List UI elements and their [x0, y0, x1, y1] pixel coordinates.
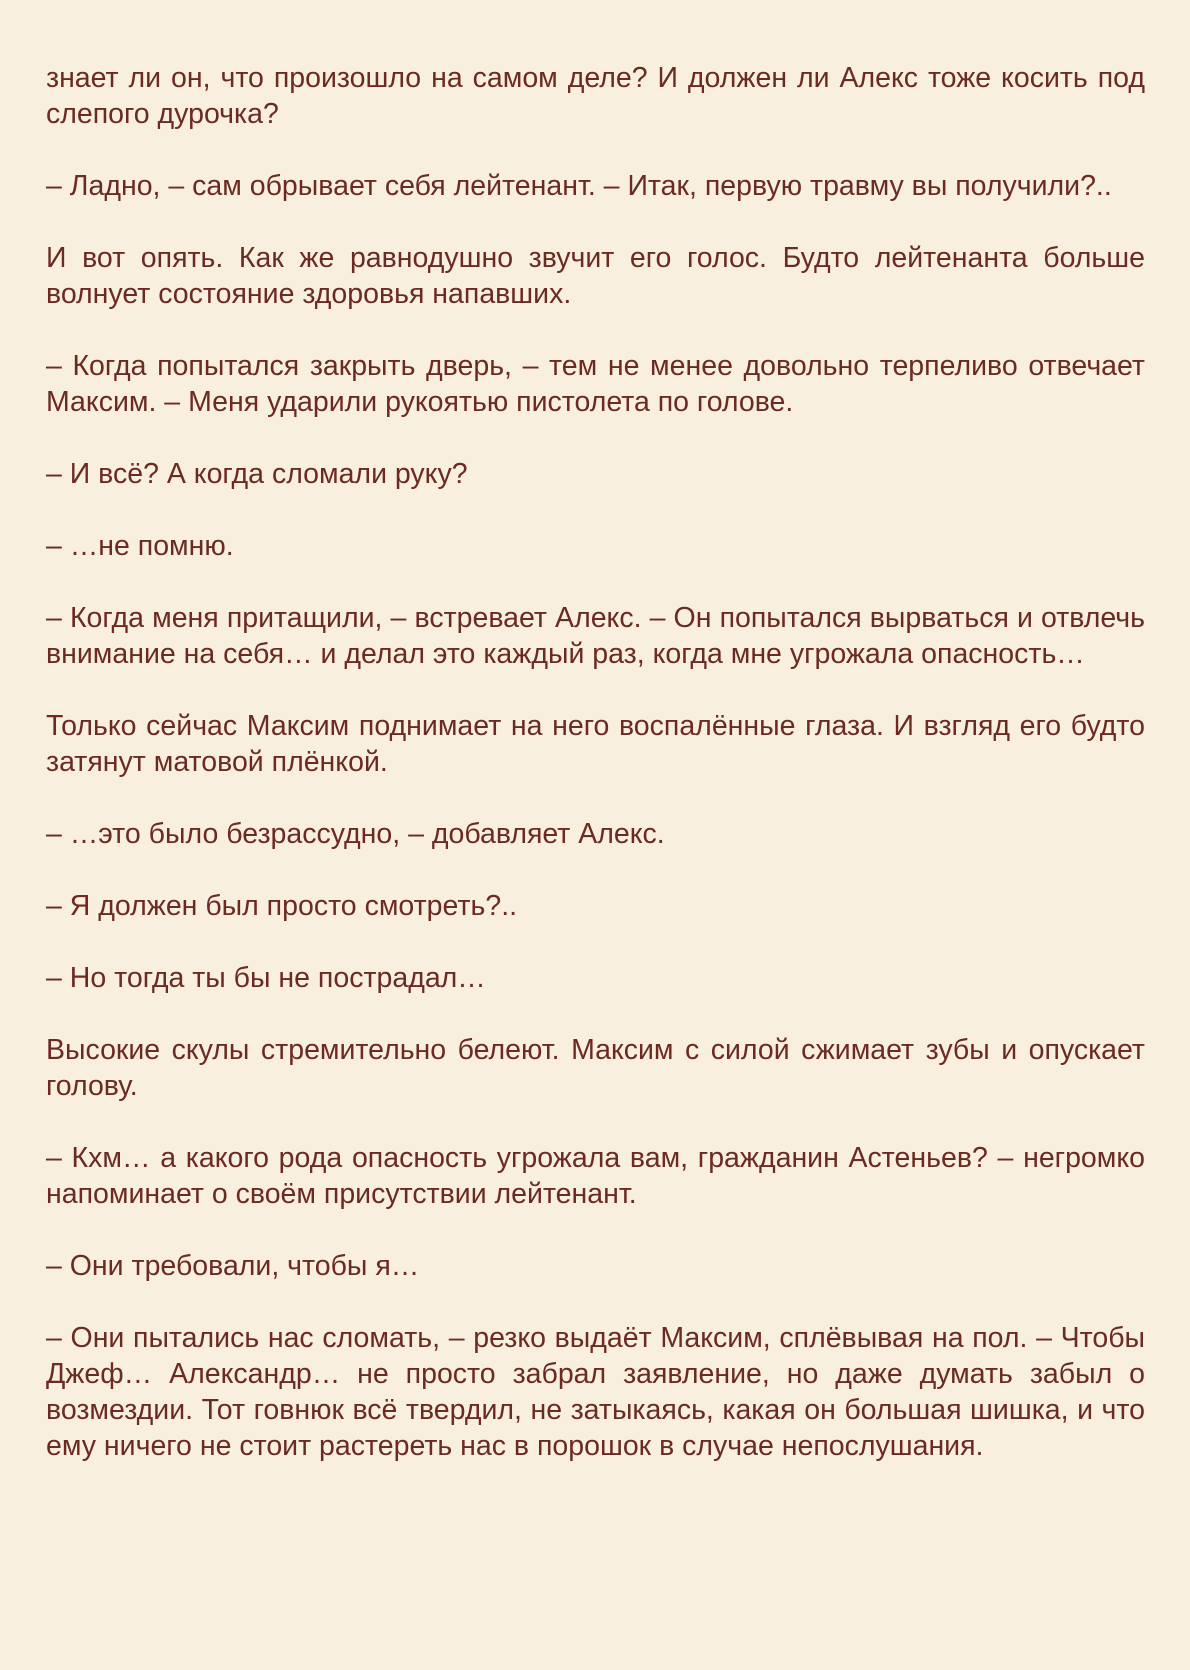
paragraph-4: – Когда попытался закрыть дверь, – тем не менее довольно терпеливо отвечает Максим. – Меня ударили рукоятью пистолета по голове. — [46, 350, 1145, 418]
paragraph-15: – Они пытались нас сломать, – резко выдаёт Максим, сплёвывая на пол. – Чтобы Джеф… Александр… не просто забрал заявление, но даже думать забыл о возмездии. Тот говнюк всё твердил, не затыкаясь, какая он большая шишка, и что ему ничего не стоит растереть нас в порошок в случае непослушания. — [46, 1322, 1145, 1462]
paragraph-2: – Ладно, – сам обрывает себя лейтенант. – Итак, первую травму вы получили?.. — [46, 170, 1112, 202]
paragraph-8: Только сейчас Максим поднимает на него воспалённые глаза. И взгляд его будто затянут матовой плёнкой. — [46, 710, 1145, 778]
paragraph-1: знает ли он, что произошло на самом деле? И должен ли Алекс тоже косить под слепого дурочка? — [46, 62, 1145, 130]
paragraph-11: – Но тогда ты бы не пострадал… — [46, 962, 486, 994]
paragraph-5: – И всё? А когда сломали руку? — [46, 458, 468, 490]
paragraph-3: И вот опять. Как же равнодушно звучит его голос. Будто лейтенанта больше волнует состояние здоровья напавших. — [46, 242, 1145, 310]
paragraph-10: – Я должен был просто смотреть?.. — [46, 890, 518, 922]
paragraph-9: – …это было безрассудно, – добавляет Алекс. — [46, 818, 665, 850]
paragraph-7: – Когда меня притащили, – встревает Алекс. – Он попытался вырваться и отвлечь внимание на себя… и делал это каждый раз, когда мне угрожала опасность… — [46, 602, 1145, 670]
paragraph-14: – Они требовали, чтобы я… — [46, 1250, 420, 1282]
paragraph-13: – Кхм… а какого рода опасность угрожала вам, гражданин Астеньев? – негромко напоминает о своём присутствии лейтенант. — [46, 1142, 1145, 1210]
paragraph-6: – …не помню. — [46, 530, 234, 562]
paragraph-12: Высокие скулы стремительно белеют. Максим с силой сжимает зубы и опускает голову. — [46, 1034, 1145, 1102]
